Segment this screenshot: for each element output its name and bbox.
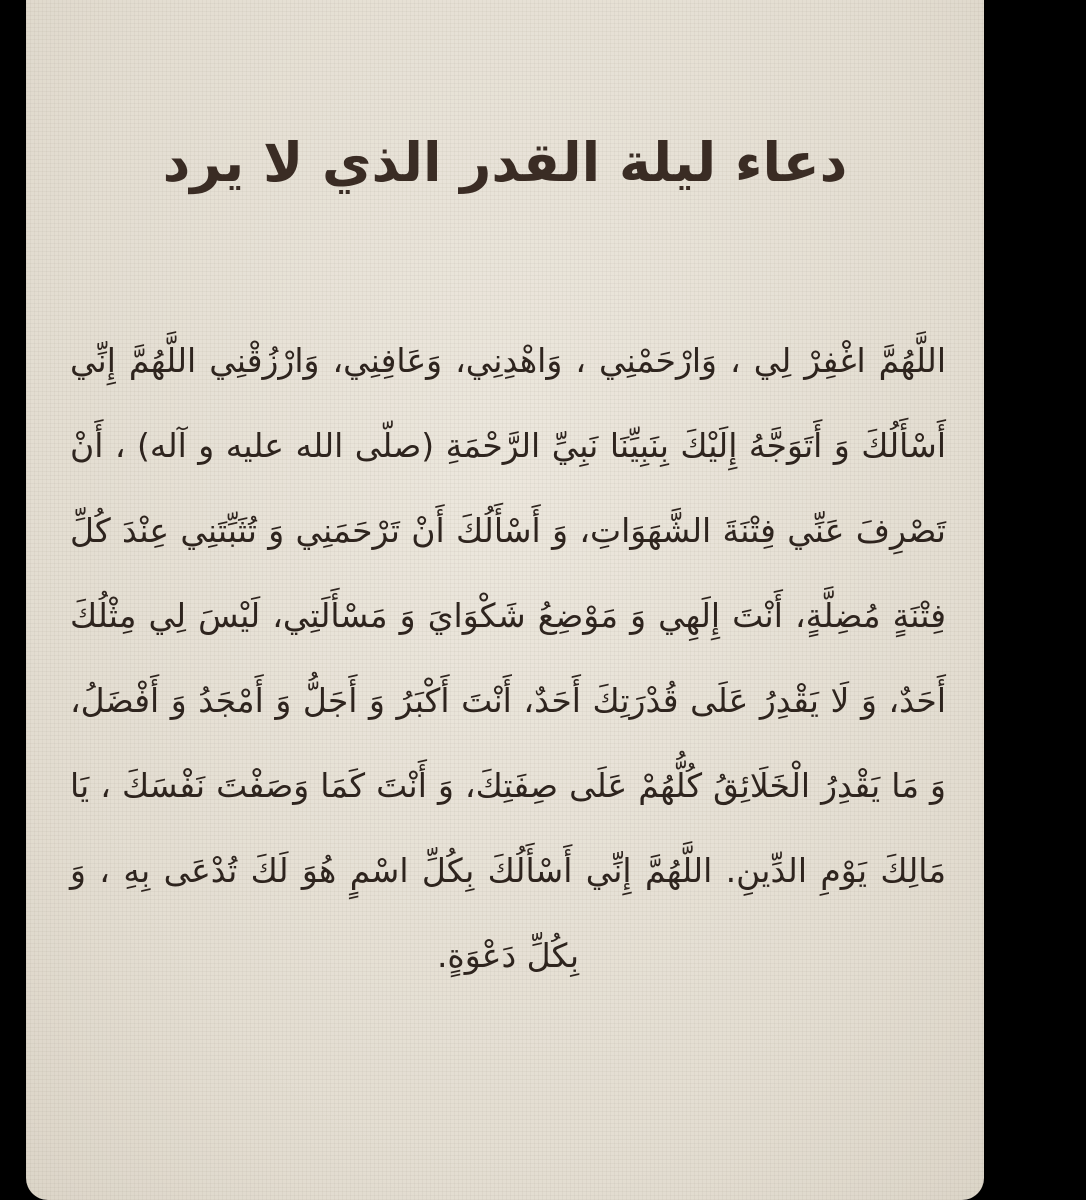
page-title: دعاء ليلة القدر الذي لا يرد [162, 131, 848, 194]
prayer-text: اللَّهُمَّ اغْفِرْ لِي ، وَارْحَمْنِي ، وَاهْدِنِي، وَعَافِنِي، وَارْزُقْنِي اللَّهُمَّ إِنِّي أَسْأَلُكَ وَ أَتَوَجَّهُ إِلَيْكَ بِنَبِيِّنَا نَبِيِّ الرَّحْمَةِ (صلّى الله عليه و آله) ، أَنْ تَصْرِفَ عَنِّي فِتْنَةَ الشَّهَوَاتِ، وَ أَسْأَلُكَ أَنْ تَرْحَمَنِي وَ تُثَبِّتَنِي عِنْدَ كُلِّ فِتْنَةٍ مُضِلَّةٍ، أَنْتَ إِلَهِي وَ مَوْضِعُ شَكْوَايَ وَ مَسْأَلَتِي، لَيْسَ لِي مِثْلُكَ أَحَدٌ، وَ لَا يَقْدِرُ عَلَى قُدْرَتِكَ أَحَدٌ، أَنْتَ أَكْبَرُ وَ أَجَلُّ وَ أَمْجَدُ وَ أَفْضَلُ، وَ مَا يَقْدِرُ الْخَلَائِقُ كُلُّهُمْ عَلَى صِفَتِكَ، وَ أَنْتَ كَمَا وَصَفْتَ نَفْسَكَ ، يَا مَالِكَ يَوْمِ الدِّينِ. اللَّهُمَّ إِنِّي أَسْأَلُكَ بِكُلِّ اسْمٍ هُوَ لَكَ تُدْعَى بِهِ ، وَ بِكُلِّ دَعْوَةٍ. [70, 341, 946, 975]
right-black-margin [984, 0, 1086, 1200]
prayer-card [26, 0, 984, 1200]
